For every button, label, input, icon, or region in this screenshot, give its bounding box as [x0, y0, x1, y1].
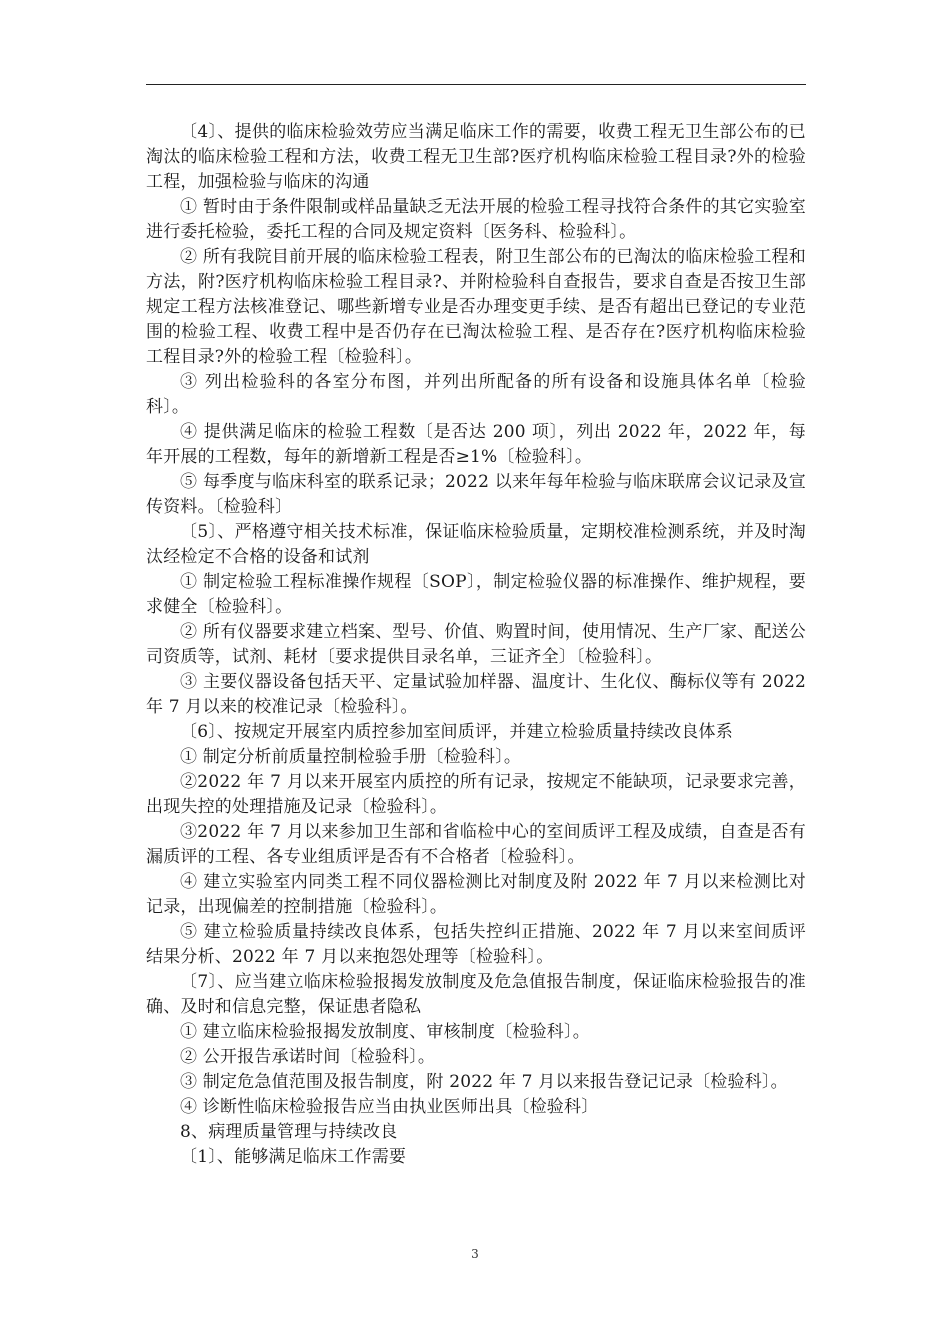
list-item: ② 所有仪器要求建立档案、型号、价值、购置时间，使用情况、生产厂家、配送公司资质等，试剂、耗材〔要求提供目录名单，三证齐全〕〔检验科〕。	[146, 622, 806, 667]
section-8-heading: 8、病理质量管理与持续改良	[180, 1122, 398, 1142]
list-item: ① 暂时由于条件限制或样品量缺乏无法开展的检验工程寻找符合条件的其它实验室进行委托检验，委托工程的合同及规定资料〔医务科、检验科〕。	[146, 197, 806, 242]
list-item: ① 建立临床检验报揭发放制度、审核制度〔检验科〕。	[180, 1022, 590, 1042]
list-item: ②2022 年 7 月以来开展室内质控的所有记录，按规定不能缺项，记录要求完善，出现失控的处理措施及记录〔检验科〕。	[146, 772, 806, 817]
section-4-heading: 〔4〕、提供的临床检验效劳应当满足临床工作的需要，收费工程无卫生部公布的已淘汰的临床检验工程和方法，收费工程无卫生部?医疗机构临床检验工程目录?外的检验工程，加强检验与临床的沟通	[146, 122, 806, 192]
list-item: ③ 制定危急值范围及报告制度，附 2022 年 7 月以来报告登记记录〔检验科〕。	[180, 1072, 788, 1092]
list-item: ④ 建立实验室内同类工程不同仪器检测比对制度及附 2022 年 7 月以来检测比对记录，出现偏差的控制措施〔检验科〕。	[146, 872, 806, 917]
subsection-heading: 〔1〕、能够满足临床工作需要	[180, 1147, 407, 1167]
section-5-heading: 〔5〕、严格遵守相关技术标准，保证临床检验质量，定期校准检测系统，并及时淘汰经检定不合格的设备和试剂	[146, 522, 806, 567]
list-item: ③2022 年 7 月以来参加卫生部和省临检中心的室间质评工程及成绩，自查是否有漏质评的工程、各专业组质评是否有不合格者〔检验科〕。	[146, 822, 806, 867]
list-item: ① 制定检验工程标准操作规程〔SOP〕，制定检验仪器的标准操作、维护规程，要求健全〔检验科〕。	[146, 572, 806, 617]
section-7-heading: 〔7〕、应当建立临床检验报揭发放制度及危急值报告制度，保证临床检验报告的准确、及时和信息完整，保证患者隐私	[146, 972, 806, 1017]
header-rule	[146, 84, 806, 85]
section-6-heading: 〔6〕、按规定开展室内质控参加室间质评，并建立检验质量持续改良体系	[180, 722, 733, 742]
list-item: ① 制定分析前质量控制检验手册〔检验科〕。	[180, 747, 522, 767]
document-body	[146, 120, 806, 1170]
list-item: ⑤ 建立检验质量持续改良体系，包括失控纠正措施、2022 年 7 月以来室间质评结果分析、2022 年 7 月以来抱怨处理等〔检验科〕。	[146, 922, 806, 967]
list-item: ⑤ 每季度与临床科室的联系记录；2022 以来年每年检验与临床联席会议记录及宣传资料。〔检验科〕	[146, 472, 806, 517]
list-item: ② 所有我院目前开展的临床检验工程表，附卫生部公布的已淘汰的临床检验工程和方法，附?医疗机构临床检验工程目录?、并附检验科自查报告，要求自查是否按卫生部规定工程方法核准登记、哪些新增专业是否办理变更手续、是否有超出已登记的专业范围的检验工程、收费工程中是否仍存在已淘汰检验工程、是否存在?医疗机构临床检验工程目录?外的检验工程〔检验科〕。	[146, 247, 806, 367]
page-number: 3	[471, 1247, 479, 1261]
list-item: ② 公开报告承诺时间〔检验科〕。	[180, 1047, 436, 1067]
list-item: ④ 诊断性临床检验报告应当由执业医师出具〔检验科〕	[180, 1097, 599, 1117]
list-item: ③ 主要仪器设备包括天平、定量试验加样器、温度计、生化仪、酶标仪等有 2022 年 7 月以来的校准记录〔检验科〕。	[146, 672, 806, 717]
list-item: ③ 列出检验科的各室分布图，并列出所配备的所有设备和设施具体名单〔检验科〕。	[146, 372, 806, 417]
list-item: ④ 提供满足临床的检验工程数〔是否达 200 项〕，列出 2022 年，2022 年，每年开展的工程数，每年的新增新工程是否≥1%〔检验科〕。	[146, 422, 806, 467]
